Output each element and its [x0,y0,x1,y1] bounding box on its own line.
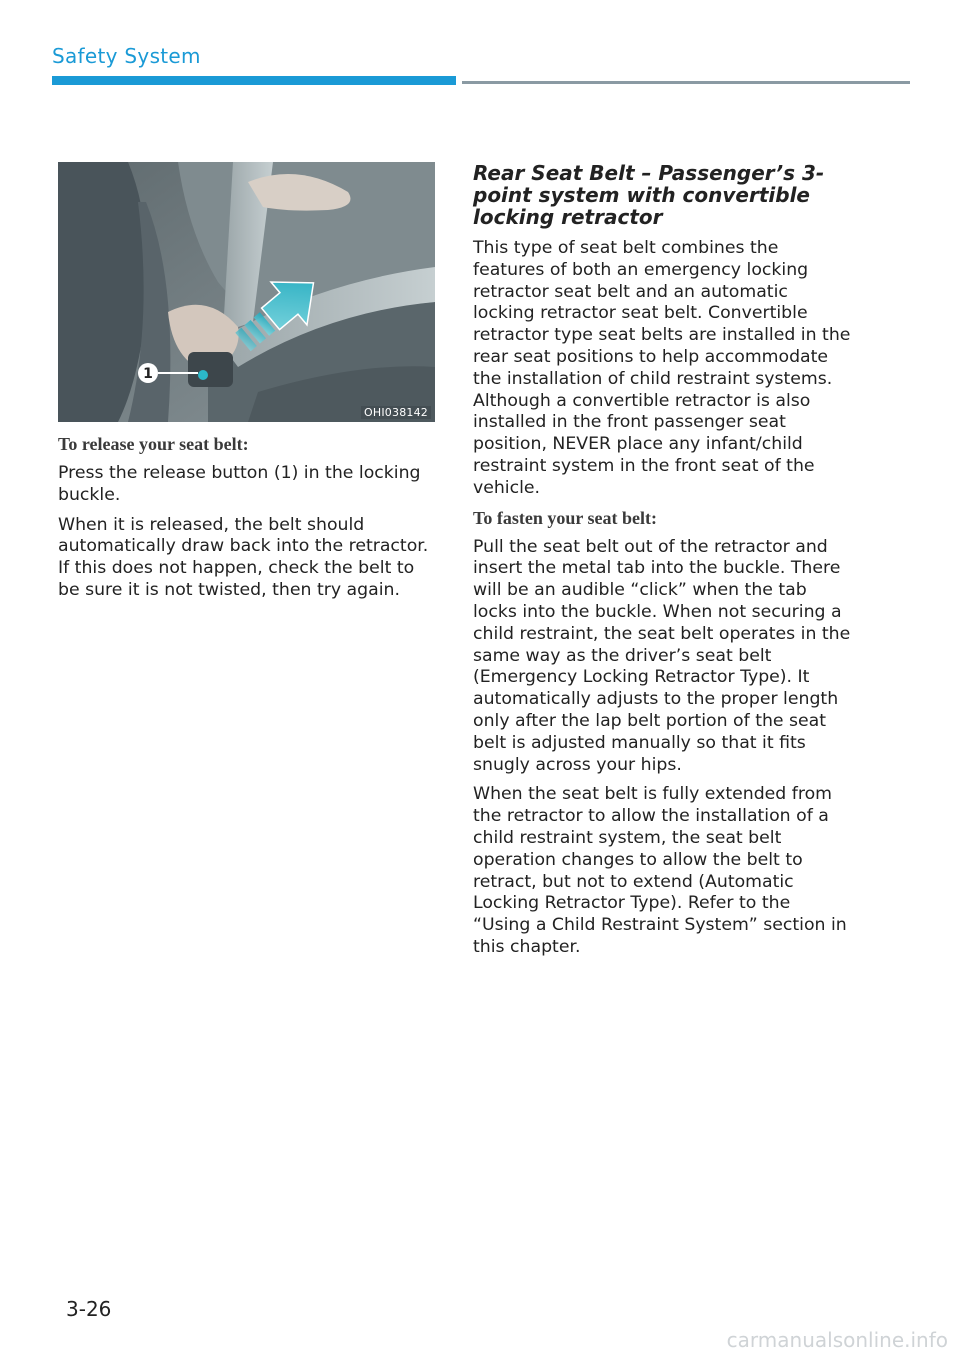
page-number: 3-26 [66,1297,112,1321]
callout-number: 1 [143,366,153,382]
section-header: Safety System [52,44,201,68]
release-paragraph-2: When it is released, the belt should automatically draw back into the retractor. If this does not happen, check the belt to be sure it is not twisted, then try again. [58,514,429,600]
header-rule-accent [52,76,456,85]
release-paragraph-1: Press the release button (1) in the locking buckle. [58,463,421,505]
illustration-art [58,162,435,422]
watermark: carmanualsonline.info [726,1328,948,1352]
intro-paragraph: This type of seat belt combines the features of both an emergency locking retractor seat belt and an automatic locking retractor seat belt. Convertible retractor type seat belts are installed in the rear seat positions to help accommodate the installation of child restraint systems. Although a convertible retractor is also installed in the front passenger seat position, NEVER place any infant/child restraint system in the front seat of the vehicle. [473,238,851,498]
right-column [473,162,853,967]
left-column [58,162,438,610]
fasten-paragraph-2: When the seat belt is fully extended from the retractor to allow the installation of a child restraint system, the seat belt operation changes to allow the belt to retract, but not to extend (Automatic Locking Retractor Type). Refer to the “Using a Child Restraint System” section in this chapter. [473,784,847,957]
release-subhead: To release your seat belt: [58,434,249,454]
header-rule [462,81,910,84]
seat-belt-release-illustration [58,162,435,422]
fasten-subhead: To fasten your seat belt: [473,507,657,528]
fasten-paragraph-1: Pull the seat belt out of the retractor and insert the metal tab into the buckle. There will be an audible “click” when the tab locks into the buckle. When not securing a child restraint, the seat belt operates in the same way as the driver’s seat belt (Emergency Locking Retractor Type). It automatically adjusts to the proper length only after the lap belt portion of the seat belt is adjusted manually so that it fits snugly across your hips. [473,536,851,775]
section-title: Rear Seat Belt – Passenger’s 3-point system with convertible locking retractor [473,161,825,229]
figure-code: OHI038142 [361,406,431,419]
